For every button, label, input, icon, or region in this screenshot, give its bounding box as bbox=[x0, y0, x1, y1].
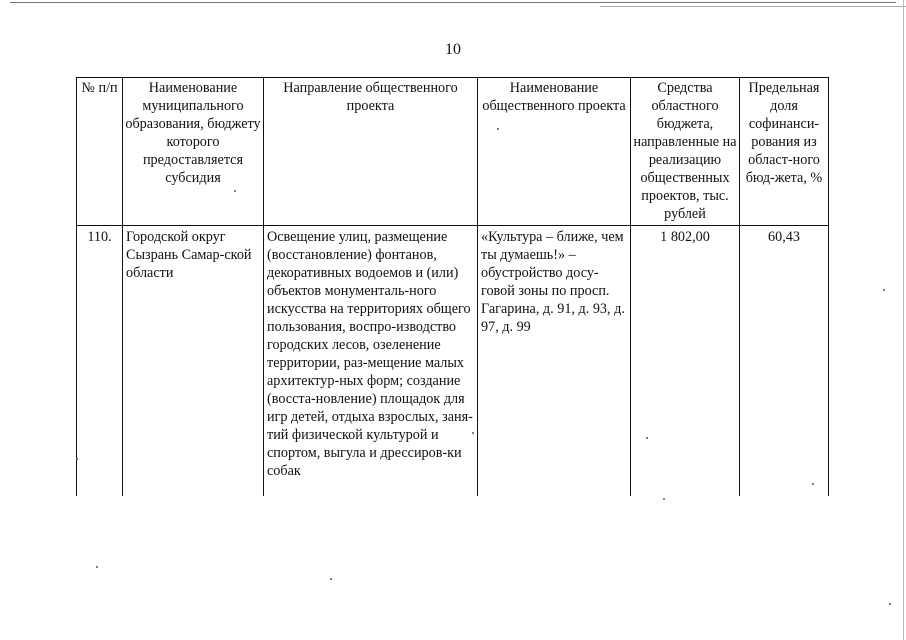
scan-speck bbox=[646, 437, 648, 439]
row-funds: 1 802,00 bbox=[631, 226, 740, 497]
scan-speck bbox=[663, 498, 665, 500]
scan-speck bbox=[472, 432, 474, 434]
header-funds: Средства областного бюджета, направленные на реализацию общественных проектов, тыс. рублей bbox=[631, 78, 740, 226]
scan-top-border-secondary bbox=[600, 6, 906, 7]
scan-speck bbox=[76, 458, 78, 460]
scan-speck bbox=[497, 128, 499, 130]
row-municipality: Городской округ Сызрань Самар-ской области bbox=[123, 226, 264, 497]
page-number: 10 bbox=[445, 41, 461, 58]
header-number: № п/п bbox=[77, 78, 123, 226]
scan-speck bbox=[812, 483, 814, 485]
row-direction: Освещение улиц, размещение (восстановление) фонтанов, декоративных водоемов и (или) объектов монументаль-ного искусства на территориях общего пользования, воспро-изводство городских лесов, озеленение территории, раз-мещение малых архитектур-ных форм; создание (восста-новление) площадок для игр детей, отдыха взрослых, заня-тий физической культурой и спортом, выгула и дрессиров-ки собак bbox=[264, 226, 478, 497]
row-project-name: «Культура – ближе, чем ты думаешь!» – обустройство досу-говой зоны по просп. Гагарина, д. 91, д. 93, д. 97, д. 99 bbox=[478, 226, 631, 497]
scan-speck bbox=[96, 566, 98, 568]
scan-right-edge bbox=[903, 0, 904, 640]
header-share: Предельная доля софинанси-рования из област-ного бюд-жета, % bbox=[740, 78, 829, 226]
scan-speck bbox=[330, 578, 332, 580]
row-number: 110. bbox=[77, 226, 123, 497]
header-project-name: Наименование общественного проекта bbox=[478, 78, 631, 226]
table-row bbox=[77, 226, 829, 497]
table-header-row bbox=[77, 78, 829, 226]
scan-top-border bbox=[10, 2, 896, 3]
row-share: 60,43 bbox=[740, 226, 829, 497]
scan-speck bbox=[234, 190, 236, 192]
subsidy-table bbox=[76, 77, 829, 496]
header-direction: Направление общественного проекта bbox=[264, 78, 478, 226]
header-municipality: Наименование муниципального образования, бюджету которого предоставляется субсидия bbox=[123, 78, 264, 226]
scan-speck bbox=[889, 603, 891, 605]
scan-speck bbox=[883, 289, 885, 291]
